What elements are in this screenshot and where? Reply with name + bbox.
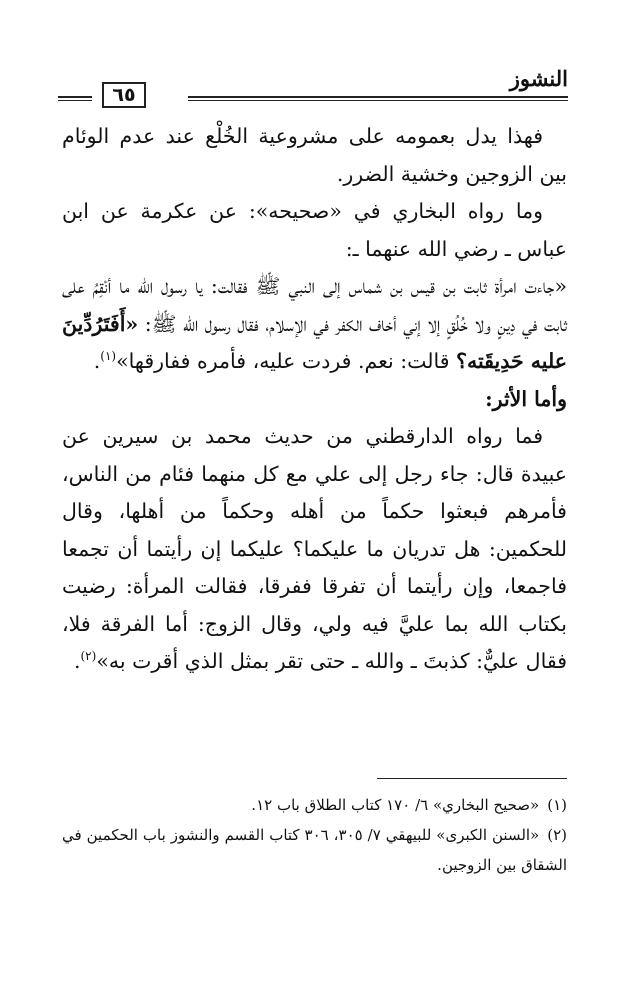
footnote-number: (١): [547, 796, 567, 814]
hadith-text: «جاءت امرأة ثابت بن قيس بن شماس إلى النبي ﷺ فقالت: يا رسول الله ما أنْقِمُ على ثابت في دِينٍ ولا خُلُقٍ إلا إني أخاف الكفر في الإسلام، فقال رسول الله ﷺ:: [62, 274, 567, 336]
athar-paragraph: فما رواه الدارقطني من حديث محمد بن سيرين عن عبيدة قال: جاء رجل إلى علي مع كل منهما فئام من الناس، فأمرهم فبعثوا حكماً من أهله وحكماً من أهلها، وقال للحكمين: هل تدريان ما عليكما؟ عليكما إن رأيتما أن تجمعا فاجمعا، وإن رأيتما أن تفرقا ففرقا، فقالت المرأة: رضيت بكتاب الله بما عليَّ فيه ولي، وقال الزوج: أما الفرقة فلا، فقال عليٌّ: كذبتَ ـ والله ـ حتى تقر بمثل الذي أقرت به»$^{(٢)}$.: [62, 424, 567, 673]
footnote-number: (٢): [547, 826, 568, 844]
chapter-title: النشوز: [509, 66, 568, 91]
hadith-quote: «جاءت امرأة ثابت بن قيس بن شماس إلى النبي ﷺ فقالت: يا رسول الله ما أنْقِمُ على ثابت في دِينٍ ولا خُلُقٍ إلا إني أخاف الكفر في الإسلام، فقال رسول الله ﷺ: «أَفَتَرُدِّينَ عليه حَدِيقَته؟ قالت: نعم. فردت عليه، فأمره ففارقها»$^{(١)}$.: [62, 274, 567, 373]
footnote-2: [62, 820, 567, 880]
section-heading: وأما الأثر:: [485, 386, 567, 411]
athar-text: فما رواه الدارقطني من حديث محمد بن سيرين عن عبيدة قال: جاء رجل إلى علي مع كل منهما فئام من الناس، فأمرهم فبعثوا حكماً من أهله وحكماً من أهلها، وقال للحكمين: هل تدريان ما عليكما؟ عليكما إن رأيتما أن تجمعا فاجمعا، وإن رأيتما أن تفرقا ففرقا، فقالت المرأة: رضيت بكتاب الله بما عليَّ فيه ولي، وقال الزوج: أما الفرقة فلا، فقال عليٌّ: كذبتَ ـ والله ـ حتى تقر بمثل الذي أقرت به»: [62, 424, 567, 673]
paragraph-2: وما رواه البخاري في «صحيحه»: عن عكرمة عن ابن عباس ـ رضي الله عنهما ـ:: [62, 199, 567, 261]
footnote-text: «صحيح البخاري» ٦/ ١٧٠ كتاب الطلاق باب ١٢.: [251, 796, 540, 814]
page-number: ٦٥: [102, 82, 146, 108]
footnote-text: «السنن الكبرى» للبيهقي ٧/ ٣٠٥، ٣٠٦ كتاب القسم والنشوز باب الحكمين في الشقاق بين الزوجين.: [62, 826, 567, 874]
header-rule-left: [58, 96, 92, 101]
footnote-ref-1[interactable]: (١): [100, 349, 117, 364]
footnote-separator: [377, 778, 567, 779]
header-rule-right: [188, 96, 568, 101]
main-text: [62, 118, 567, 681]
footnote-1: [62, 790, 567, 820]
footnotes: [62, 790, 567, 880]
hadith-question: «أَفَتَرُدِّينَ عليه حَدِيقَته؟: [62, 311, 567, 373]
hadith-ending: قالت: نعم. فردت عليه، فأمره ففارقها»: [116, 349, 450, 373]
paragraph-1: فهذا يدل بعمومه على مشروعية الخُلْع عند عدم الوئام بين الزوجين وخشية الضرر.: [62, 124, 567, 186]
page-header: [58, 62, 568, 114]
footnote-ref-2[interactable]: (٢): [80, 649, 97, 664]
